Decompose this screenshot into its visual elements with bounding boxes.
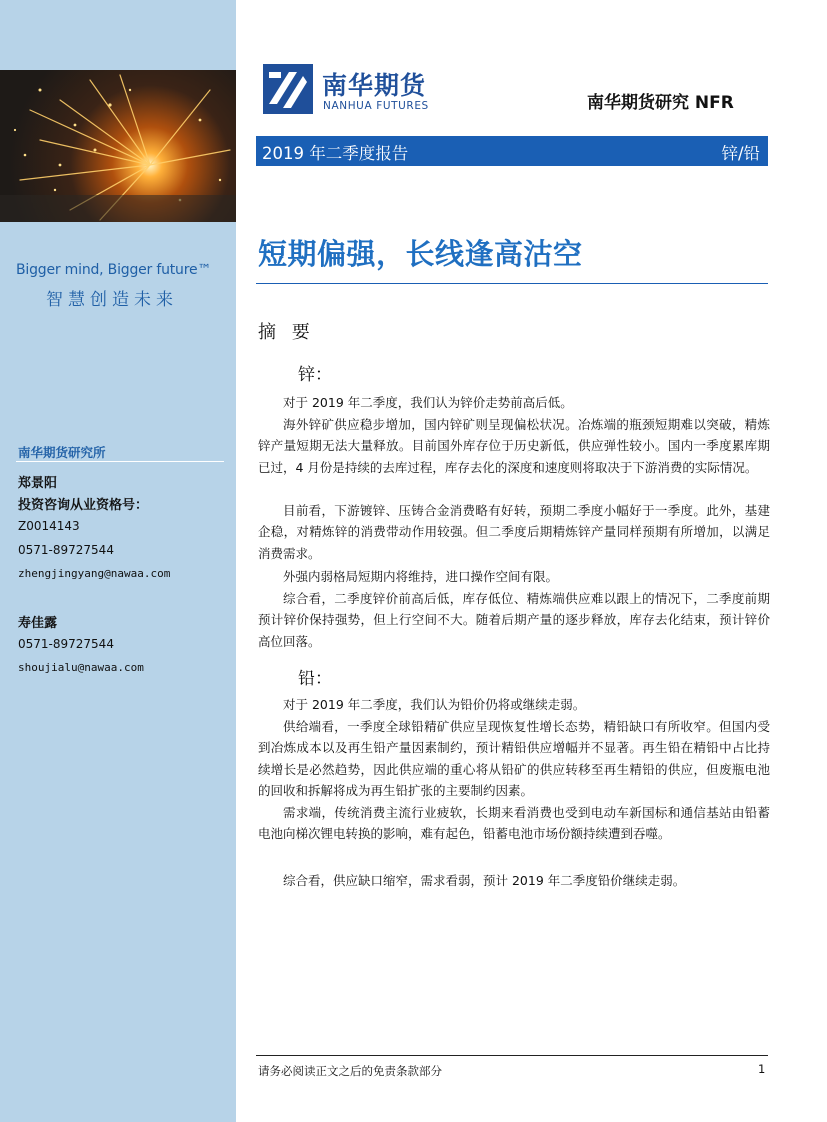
zinc-paragraph: 海外锌矿供应稳步增加，国内锌矿则呈现偏松状况。冶炼端的瓶颈短期难以突破，精炼锌产量短期无法大量释放。目前国外库存位于历史新低，供应弹性较小。国内一季度累库期已过，4 月份是持续的去库过程，库存去化的深度和速度则将取决于下游消费的实际情况。 bbox=[258, 417, 770, 475]
sidebar bbox=[0, 0, 236, 1122]
sidebar-divider bbox=[16, 461, 224, 462]
zinc-paragraph: 外强内弱格局短期内将维持，进口操作空间有限。 bbox=[283, 569, 559, 584]
logo-text-cn: 南华期货 bbox=[322, 71, 427, 100]
lead-paragraph: 供给端看，一季度全球铅精矿供应呈现恢复性增长态势，精铅缺口有所收窄。但国内受到冶炼成本以及再生铅产量因素制约，预计精铅供应增幅并不显著。再生铅在精铅中占比持续增长是必然趋势，因此供应端的重心将从铅矿的供应转移至再生精铅的供应，但废瓶电池的回收和拆解将成为再生铅扩张的主要制约因素。 bbox=[258, 719, 770, 799]
lead-paragraph: 需求端，传统消费主流行业疲软，长期来看消费也受到电动车新国标和通信基站由铅蓄电池向梯次锂电转换的影响，难有起色，铅蓄电池市场份额持续遭到吞噬。 bbox=[258, 805, 770, 842]
page-number: 1 bbox=[758, 1062, 766, 1076]
slogan-english: Bigger mind, Bigger future™ bbox=[16, 262, 212, 278]
analyst-email[interactable]: shoujialu@nawaa.com bbox=[18, 661, 144, 674]
summary-heading: 摘 要 bbox=[258, 322, 315, 343]
analyst-phone: 0571-89727544 bbox=[18, 637, 114, 651]
analyst-name: 郑景阳 bbox=[18, 476, 58, 491]
zinc-paragraph: 目前看，下游镀锌、压铸合金消费略有好转，预期二季度小幅好于一季度。此外，基建企稳，对精炼锌的消费带动作用较强。但二季度后期精炼锌产量同样预期有所增加，以满足消费需求。 bbox=[258, 503, 770, 561]
footer-divider bbox=[256, 1055, 768, 1056]
report-banner bbox=[256, 136, 768, 166]
zinc-paragraph: 对于 2019 年二季度，我们认为锌价走势前高后低。 bbox=[283, 395, 573, 410]
zinc-paragraph: 综合看，二季度锌价前高后低，库存低位、精炼端供应难以跟上的情况下，二季度前期预计锌价保持强势，但上行空间不大。随着后期产量的逐步释放，库存去化结束，预计锌价高位回落。 bbox=[258, 591, 770, 649]
lead-paragraph: 综合看，供应缺口缩窄，需求看弱，预计 2019 年二季度铅价继续走弱。 bbox=[283, 873, 686, 888]
qualification-number: Z0014143 bbox=[18, 519, 80, 533]
nanhua-logo-icon bbox=[263, 64, 313, 114]
welding-sparks-image bbox=[0, 70, 236, 222]
qualification-label: 投资咨询从业资格号： bbox=[18, 498, 149, 513]
logo-text-en: NANHUA FUTURES bbox=[323, 100, 429, 112]
research-label: 南华期货研究 NFR bbox=[587, 93, 734, 113]
report-title: 短期偏强，长线逢高沽空 bbox=[258, 237, 583, 271]
lead-heading: 铅： bbox=[298, 669, 332, 689]
report-period: 2019 年二季度报告 bbox=[262, 144, 409, 163]
analyst-name: 寿佳露 bbox=[18, 616, 58, 631]
zinc-heading: 锌： bbox=[298, 365, 332, 385]
lead-paragraph: 对于 2019 年二季度，我们认为铅价仍将或继续走弱。 bbox=[283, 697, 586, 712]
analyst-phone: 0571-89727544 bbox=[18, 543, 114, 557]
disclaimer-note: 请务必阅读正文之后的免责条款部分 bbox=[258, 1064, 442, 1078]
department-label: 南华期货研究所 bbox=[18, 445, 106, 460]
analyst-email[interactable]: zhengjingyang@nawaa.com bbox=[18, 567, 171, 580]
commodity-label: 锌/铅 bbox=[721, 144, 760, 163]
slogan-chinese: 智慧创造未来 bbox=[46, 290, 178, 310]
title-divider bbox=[256, 283, 768, 284]
